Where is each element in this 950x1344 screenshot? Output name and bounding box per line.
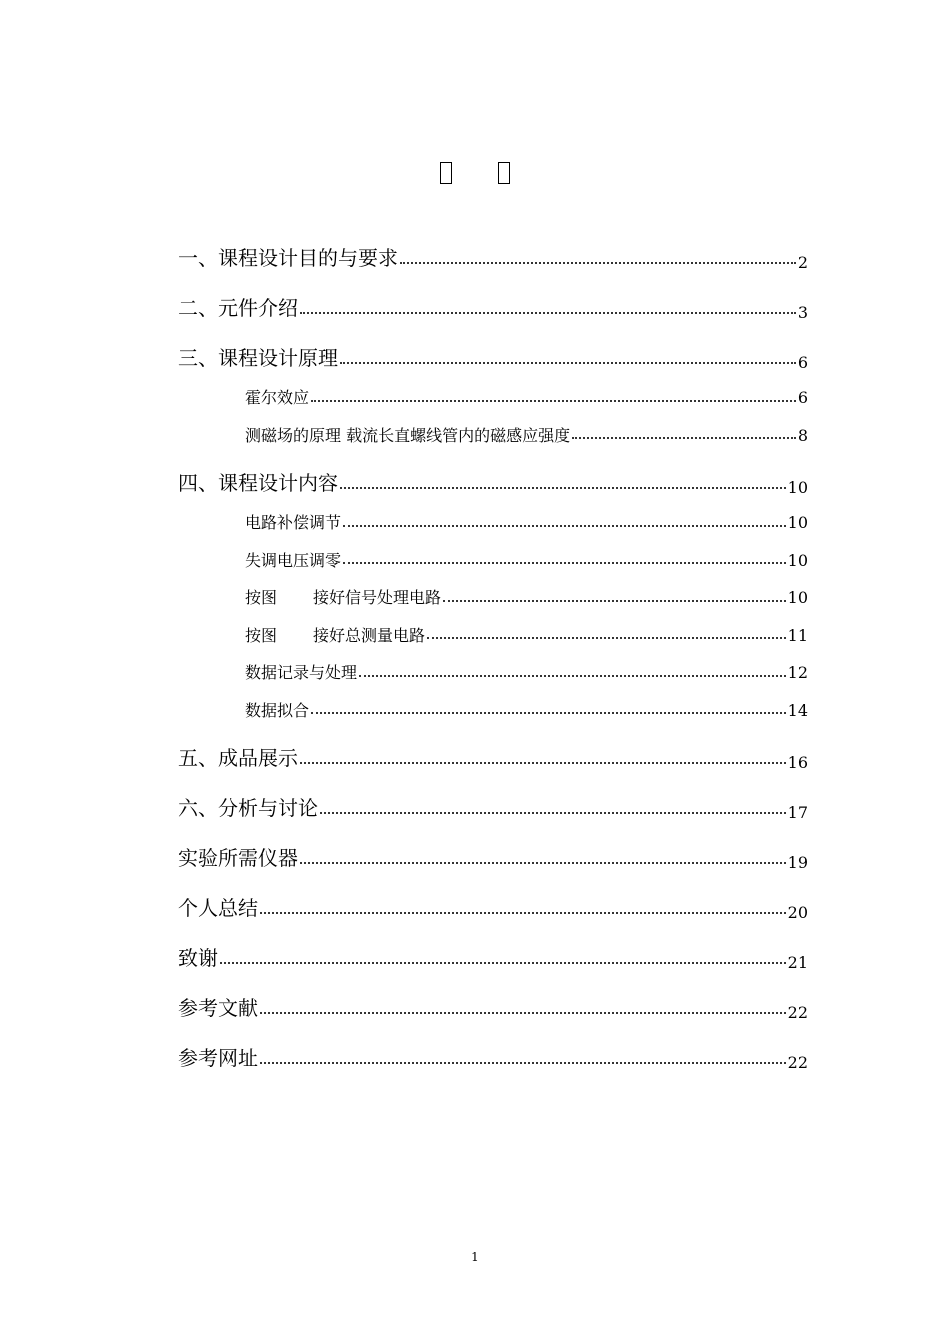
toc-entry-page: 11: [787, 625, 808, 645]
table-of-contents: [178, 220, 808, 1070]
toc-subentry[interactable]: [178, 533, 808, 571]
toc-entry-label: 参考文献: [178, 996, 258, 1020]
toc-leader: [572, 437, 796, 439]
toc-subentry[interactable]: [178, 683, 808, 721]
toc-subentry[interactable]: [178, 608, 808, 646]
toc-leader: [343, 525, 786, 527]
toc-entry-page: 10: [787, 588, 808, 608]
toc-leader: [260, 1062, 786, 1064]
toc-leader: [300, 862, 786, 864]
toc-entry-page: 19: [787, 852, 808, 872]
toc-entry-page: 16: [787, 752, 808, 772]
toc-subentry[interactable]: [178, 495, 808, 533]
toc-leader: [260, 1012, 786, 1014]
toc-leader: [320, 812, 786, 814]
toc-entry-label-suffix: 接好信号处理电路: [313, 588, 442, 608]
toc-entry-page: 20: [787, 902, 808, 922]
title-char-2: [498, 162, 510, 184]
toc-entry-label: 五、成品展示: [178, 746, 298, 770]
toc-entry-page: 2: [797, 252, 808, 272]
toc-entry-label: [245, 626, 425, 645]
toc-subentry[interactable]: [178, 570, 808, 608]
toc-entry-label: 一、课程设计目的与要求: [178, 246, 398, 270]
toc-entry-page: 14: [787, 700, 808, 720]
toc-leader: [311, 712, 786, 714]
toc-entry-page: 21: [787, 952, 808, 972]
toc-entry-label: 霍尔效应: [245, 388, 310, 408]
toc-leader: [343, 562, 786, 564]
toc-entry-page: 10: [787, 513, 808, 533]
toc-entry[interactable]: [178, 870, 808, 920]
toc-entry[interactable]: [178, 320, 808, 370]
toc-entry-page: 10: [787, 550, 808, 570]
toc-entry-label: 失调电压调零: [245, 550, 342, 570]
toc-entry-label: [245, 588, 441, 607]
toc-entry-page: 8: [797, 425, 808, 445]
title-char-1: [440, 162, 452, 184]
toc-leader: [300, 762, 786, 764]
toc-entry-label-prefix: 按图: [245, 588, 278, 608]
toc-leader: [359, 675, 786, 677]
toc-leader: [443, 600, 786, 602]
toc-entry-label: 致谢: [178, 946, 218, 970]
toc-leader: [220, 962, 786, 964]
toc-leader: [340, 487, 786, 489]
toc-entry-label: 数据记录与处理: [245, 663, 358, 683]
toc-entry-label: 参考网址: [178, 1046, 258, 1070]
page-number: 1: [471, 1250, 479, 1264]
toc-entry-label: 六、分析与讨论: [178, 796, 318, 820]
toc-entry-label: 个人总结: [178, 896, 258, 920]
toc-subentry[interactable]: [178, 370, 808, 408]
toc-entry-label: 电路补偿调节: [245, 513, 342, 533]
toc-entry-page: 12: [787, 663, 808, 683]
toc-entry-label: 四、课程设计内容: [178, 471, 338, 495]
toc-entry-label: 数据拟合: [245, 700, 310, 720]
toc-leader: [427, 637, 786, 639]
toc-subentry[interactable]: [178, 408, 808, 446]
toc-entry-label: 二、元件介绍: [178, 296, 298, 320]
toc-leader: [260, 912, 786, 914]
toc-entry-label: 测磁场的原理 载流长直螺线管内的磁感应强度: [245, 425, 571, 445]
toc-entry-page: 17: [787, 802, 808, 822]
toc-entry[interactable]: [178, 1020, 808, 1070]
toc-entry-label: 实验所需仪器: [178, 846, 298, 870]
toc-entry[interactable]: [178, 970, 808, 1020]
toc-subentry[interactable]: [178, 645, 808, 683]
toc-entry-page: 22: [787, 1052, 808, 1072]
toc-entry-page: 10: [787, 477, 808, 497]
toc-entry-label-suffix: 接好总测量电路: [313, 625, 426, 645]
toc-entry-page: 3: [797, 302, 808, 322]
toc-entry-page: 6: [797, 352, 808, 372]
toc-entry[interactable]: [178, 770, 808, 820]
toc-entry[interactable]: [178, 720, 808, 770]
toc-entry[interactable]: [178, 445, 808, 495]
toc-entry[interactable]: [178, 270, 808, 320]
toc-leader: [340, 362, 796, 364]
toc-leader: [311, 400, 796, 402]
toc-leader: [300, 312, 796, 314]
toc-entry[interactable]: [178, 220, 808, 270]
toc-entry-page: 22: [787, 1002, 808, 1022]
toc-entry-label: 三、课程设计原理: [178, 346, 338, 370]
toc-entry[interactable]: [178, 820, 808, 870]
toc-entry[interactable]: [178, 920, 808, 970]
toc-leader: [400, 262, 796, 264]
toc-entry-page: 6: [797, 388, 808, 408]
toc-entry-label-prefix: 按图: [245, 625, 278, 645]
page-title: [0, 158, 950, 184]
